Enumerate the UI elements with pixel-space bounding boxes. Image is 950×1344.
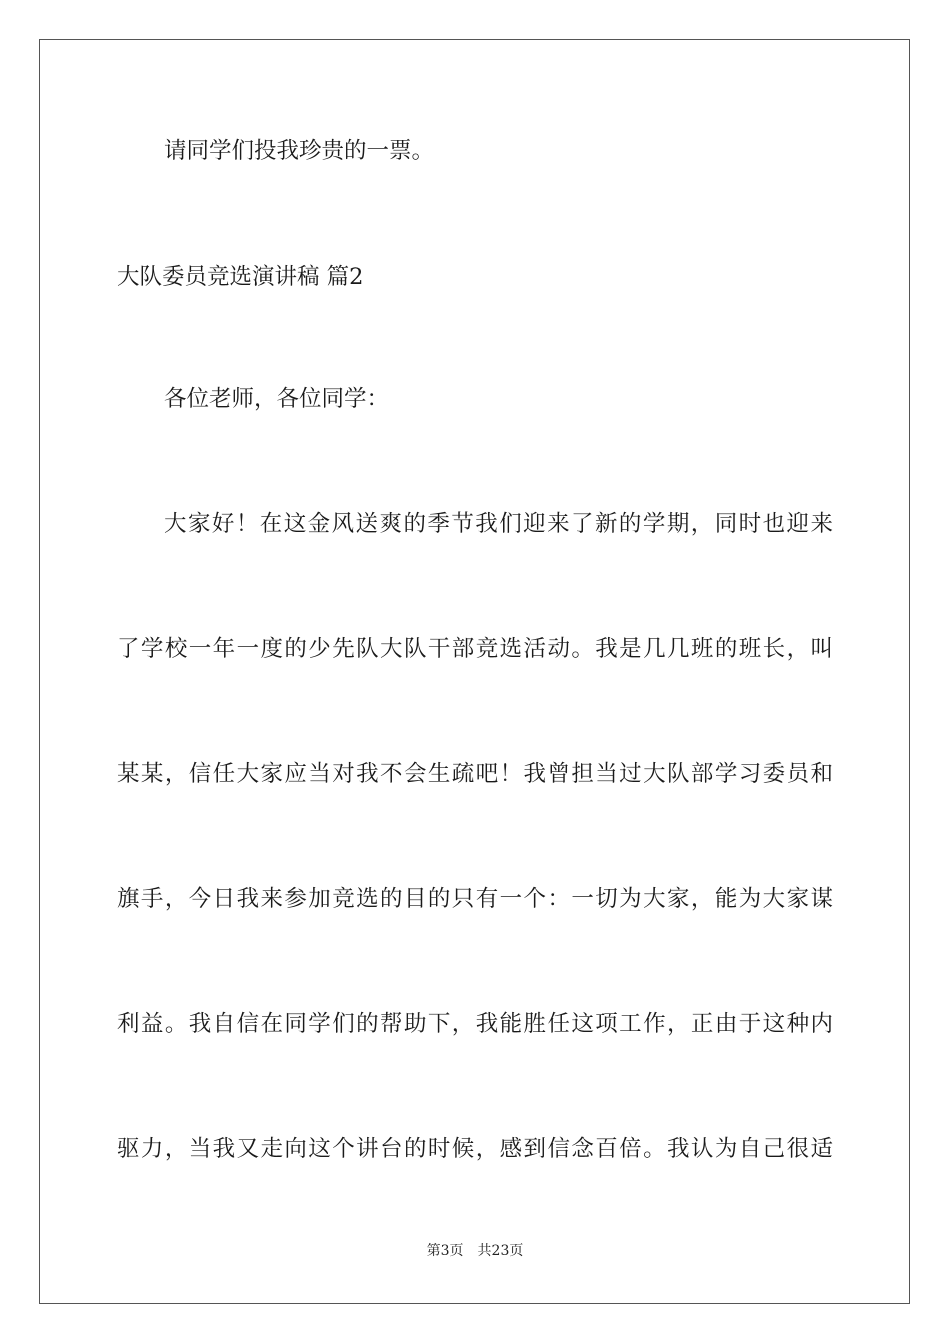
page-total: 共23页 (477, 1243, 524, 1259)
closing-line: 请同学们投我珍贵的一票。 (164, 138, 435, 164)
body-line: 某某，信任大家应当对我不会生疏吧！我曾担当过大队部学习委员和 (117, 761, 833, 787)
page-frame (39, 39, 910, 1304)
page-footer (0, 1241, 950, 1261)
body-line: 驱力，当我又走向这个讲台的时候，感到信念百倍。我认为自己很适 (117, 1136, 833, 1162)
body-line: 大家好！在这金风送爽的季节我们迎来了新的学期，同时也迎来 (164, 511, 833, 537)
body-line: 旗手，今日我来参加竞选的目的只有一个：一切为大家，能为大家谋 (117, 886, 833, 912)
salutation-line: 各位老师，各位同学： (164, 386, 390, 412)
page-number: 第3页 (426, 1243, 464, 1259)
body-line: 利益。我自信在同学们的帮助下，我能胜任这项工作，正由于这种内 (117, 1011, 833, 1037)
body-line: 了学校一年一度的少先队大队干部竞选活动。我是几几班的班长，叫 (117, 636, 833, 662)
section-heading: 大队委员竞选演讲稿 篇2 (117, 264, 364, 290)
